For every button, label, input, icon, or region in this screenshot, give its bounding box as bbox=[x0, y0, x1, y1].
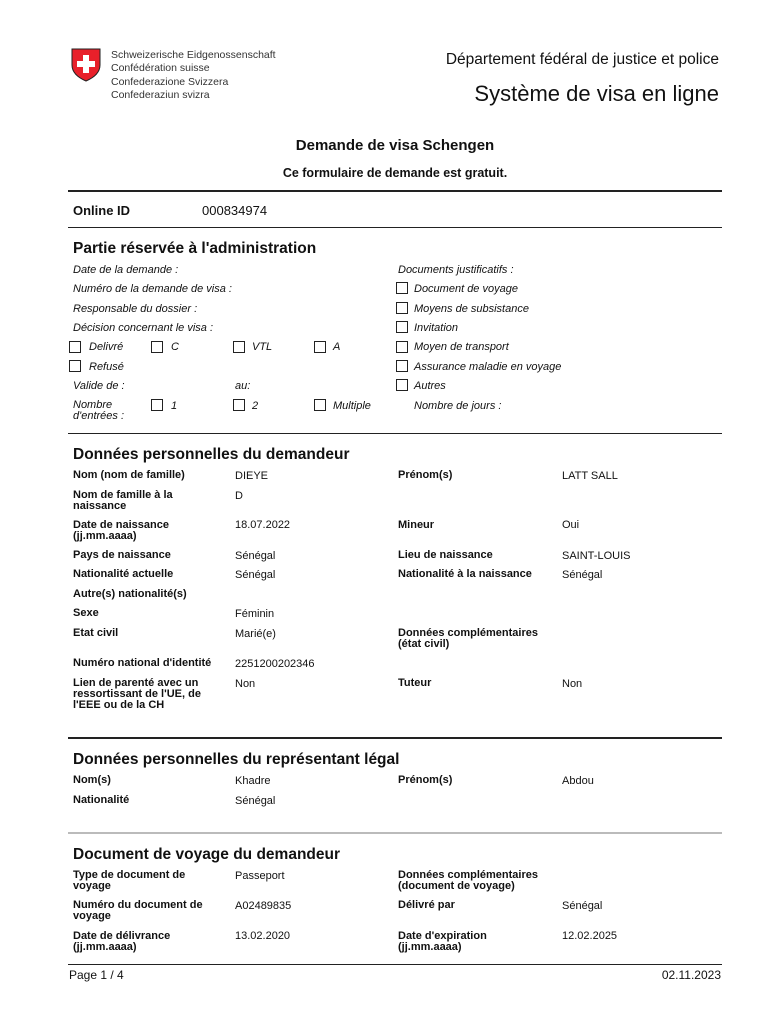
footer-divider bbox=[68, 964, 722, 965]
rep-noms-value: Khadre bbox=[235, 775, 271, 787]
assurance-checkbox[interactable] bbox=[396, 360, 408, 372]
etat-civil-value: Marié(e) bbox=[235, 628, 276, 640]
transport-checkbox[interactable] bbox=[396, 341, 408, 353]
assurance-label: Assurance maladie en voyage bbox=[414, 361, 562, 373]
doc-type-label: Type de document de voyage bbox=[73, 869, 186, 892]
entrees-1-label: 1 bbox=[171, 400, 178, 412]
mineur-label: Mineur bbox=[398, 519, 435, 531]
date-naissance-label: Date de naissance (jj.mm.aaaa) bbox=[73, 519, 169, 542]
moyens-label: Moyens de subsistance bbox=[414, 303, 529, 315]
refuse-checkbox[interactable] bbox=[69, 360, 81, 372]
nationalite-value: Sénégal bbox=[235, 569, 276, 581]
num-identite-value: 2251200202346 bbox=[235, 658, 315, 670]
entrees-multiple-label: Multiple bbox=[333, 400, 371, 412]
doc-date-delivrance-value: 13.02.2020 bbox=[235, 930, 291, 942]
nombre-jours-label: Nombre de jours : bbox=[414, 400, 502, 412]
delivre-label: Delivré bbox=[89, 341, 124, 353]
transport-label: Moyen de transport bbox=[414, 341, 509, 353]
travel-doc-section-title: Document de voyage du demandeur bbox=[73, 846, 340, 863]
entrees-2-checkbox[interactable] bbox=[233, 399, 245, 411]
form-subtitle: Ce formulaire de demande est gratuit. bbox=[282, 166, 508, 180]
nom-label: Nom (nom de famille) bbox=[73, 469, 185, 481]
divider bbox=[68, 832, 722, 834]
sexe-value: Féminin bbox=[235, 608, 275, 620]
confederation-logo-text bbox=[111, 49, 276, 103]
moyens-checkbox[interactable] bbox=[396, 302, 408, 314]
doc-date-expiration-label: Date d'expiration (jj.mm.aaaa) bbox=[398, 930, 487, 953]
nationalite-label: Nationalité actuelle bbox=[73, 568, 174, 580]
online-id-label: Online ID bbox=[73, 203, 131, 218]
doc-comp-label: Données complémentaires (document de voyage) bbox=[398, 869, 538, 892]
prenom-label: Prénom(s) bbox=[398, 469, 453, 481]
personal-section-title: Données personnelles du demandeur bbox=[73, 446, 350, 463]
pays-naissance-value: Sénégal bbox=[235, 550, 276, 562]
mineur-value: Oui bbox=[562, 519, 580, 531]
logo-line-it: Confederazione Svizzera bbox=[111, 75, 229, 88]
entrees-2-label: 2 bbox=[252, 400, 259, 412]
doc-delivre-par-label: Délivré par bbox=[398, 899, 455, 911]
autres-label: Autres bbox=[414, 380, 446, 392]
divider bbox=[68, 190, 722, 192]
nombre-entrees-label: Nombre d'entrées : bbox=[73, 399, 125, 422]
nom-naissance-value: D bbox=[235, 490, 243, 502]
doc-numero-value: A02489835 bbox=[235, 900, 292, 912]
visa-a-checkbox[interactable] bbox=[314, 341, 326, 353]
nationalite-naissance-value: Sénégal bbox=[562, 569, 603, 581]
page-number: Page 1 / 4 bbox=[69, 968, 124, 982]
rep-nationalite-label: Nationalité bbox=[73, 794, 130, 806]
etat-civil-label: Etat civil bbox=[73, 627, 119, 639]
numero-demande-label: Numéro de la demande de visa : bbox=[73, 283, 232, 295]
logo-line-de: Schweizerische Eidgenossenschaft bbox=[111, 49, 276, 61]
visa-vtl-checkbox[interactable] bbox=[233, 341, 245, 353]
tuteur-label: Tuteur bbox=[398, 677, 432, 689]
doc-date-expiration-value: 12.02.2025 bbox=[562, 930, 618, 942]
admin-section-title: Partie réservée à l'administration bbox=[73, 240, 317, 257]
entrees-1-checkbox[interactable] bbox=[151, 399, 163, 411]
tuteur-value: Non bbox=[562, 678, 583, 690]
rep-prenom-value: Abdou bbox=[562, 775, 594, 787]
doc-numero-label: Numéro du document de voyage bbox=[73, 899, 203, 922]
nationalite-naissance-label: Nationalité à la naissance bbox=[398, 568, 532, 580]
delivre-checkbox[interactable] bbox=[69, 341, 81, 353]
divider bbox=[68, 433, 722, 434]
visa-vtl-label: VTL bbox=[252, 341, 273, 353]
divider bbox=[68, 227, 722, 228]
lieu-naissance-label: Lieu de naissance bbox=[398, 549, 493, 561]
visa-c-label: C bbox=[171, 341, 179, 353]
form-title: Demande de visa Schengen bbox=[295, 137, 495, 154]
logo-line-fr: Confédération suisse bbox=[111, 62, 210, 75]
doc-date-delivrance-label: Date de délivrance (jj.mm.aaaa) bbox=[73, 930, 171, 953]
prenom-value: LATT SALL bbox=[562, 470, 618, 482]
rep-prenom-label: Prénom(s) bbox=[398, 774, 453, 786]
swiss-coat-of-arms-icon bbox=[71, 48, 101, 82]
invitation-checkbox[interactable] bbox=[396, 321, 408, 333]
divider bbox=[68, 737, 722, 739]
date-demande-label: Date de la demande : bbox=[73, 264, 179, 276]
decision-label: Décision concernant le visa : bbox=[73, 322, 214, 334]
visa-c-checkbox[interactable] bbox=[151, 341, 163, 353]
documents-label: Documents justificatifs : bbox=[398, 264, 514, 276]
nom-naissance-label: Nom de famille à la naissance bbox=[73, 489, 173, 512]
doc-voyage-checkbox[interactable] bbox=[396, 282, 408, 294]
responsable-label: Responsable du dossier : bbox=[73, 303, 198, 315]
invitation-label: Invitation bbox=[414, 322, 459, 334]
pays-naissance-label: Pays de naissance bbox=[73, 549, 171, 561]
doc-voyage-label: Document de voyage bbox=[414, 283, 518, 295]
lien-parente-value: Non bbox=[235, 678, 256, 690]
lieu-naissance-value: SAINT-LOUIS bbox=[562, 550, 631, 562]
department-name: Département fédéral de justice et police bbox=[445, 51, 719, 68]
nom-value: DIEYE bbox=[235, 470, 269, 482]
rep-noms-label: Nom(s) bbox=[73, 774, 111, 786]
au-label: au: bbox=[235, 380, 251, 392]
system-title: Système de visa en ligne bbox=[474, 81, 719, 106]
entrees-multiple-checkbox[interactable] bbox=[314, 399, 326, 411]
refuse-label: Refusé bbox=[89, 361, 124, 373]
representative-section-title: Données personnelles du représentant légal bbox=[73, 751, 400, 768]
lien-parente-label: Lien de parenté avec un ressortissant de l'UE, de l'EEE ou de la CH bbox=[73, 677, 201, 711]
logo-line-rm: Confederaziun svizra bbox=[111, 89, 210, 102]
date-naissance-value: 18.07.2022 bbox=[235, 519, 291, 531]
visa-a-label: A bbox=[333, 341, 341, 353]
rep-nationalite-value: Sénégal bbox=[235, 795, 276, 807]
doc-type-value: Passeport bbox=[235, 870, 285, 882]
autres-nationalites-label: Autre(s) nationalité(s) bbox=[73, 588, 187, 600]
sexe-label: Sexe bbox=[73, 607, 99, 619]
autres-checkbox[interactable] bbox=[396, 379, 408, 391]
doc-delivre-par-value: Sénégal bbox=[562, 900, 603, 912]
footer-date: 02.11.2023 bbox=[661, 968, 721, 982]
online-id-value: 000834974 bbox=[202, 203, 268, 218]
donnees-comp-etat-civil-label: Données complémentaires (état civil) bbox=[398, 627, 538, 650]
valide-de-label: Valide de : bbox=[73, 380, 125, 392]
num-identite-label: Numéro national d'identité bbox=[73, 657, 212, 669]
